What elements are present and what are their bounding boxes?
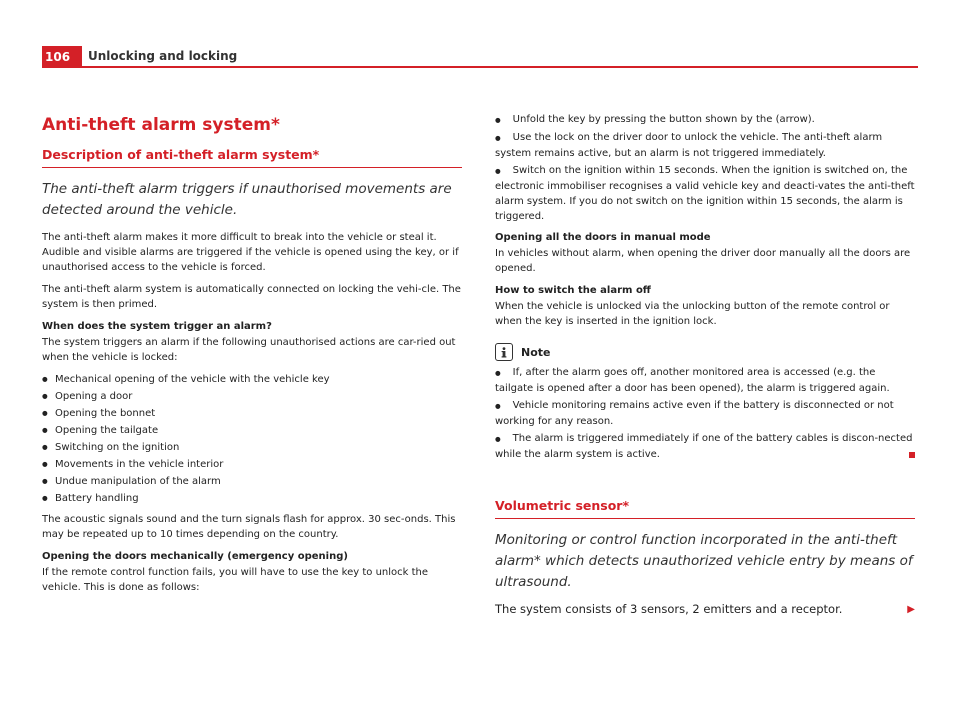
list-item: ● Mechanical opening of the vehicle with the vehicle key xyxy=(42,372,462,387)
paragraph-heading: Opening all the doors in manual mode xyxy=(495,232,711,243)
subsection-title: Description of anti-theft alarm system* xyxy=(42,147,462,168)
page-number: 106 xyxy=(42,46,82,68)
right-column xyxy=(495,112,915,624)
list-item: ● Opening the bonnet xyxy=(42,406,462,421)
paragraph: The anti-theft alarm makes it more difficult to break into the vehicle or steal it. Audible and visible alarms are triggered if the vehicle is opened using the key, or if unauthorised access to the vehicle is forced. xyxy=(42,232,459,273)
section-title: Anti-theft alarm system* xyxy=(42,115,280,135)
list-item: ● Undue manipulation of the alarm xyxy=(42,474,462,489)
trigger-list xyxy=(42,372,462,506)
list-item: ● Unfold the key by pressing the button shown by the (arrow). xyxy=(495,112,915,128)
paragraph: The acoustic signals sound and the turn signals flash for approx. 30 sec-onds. This may be repeated up to 10 times depending on the country. xyxy=(42,514,456,540)
steps-list xyxy=(495,112,915,224)
list-item: ● Vehicle monitoring remains active even if the battery is disconnected or not working for any reason. xyxy=(495,398,915,429)
list-item: ● Battery handling xyxy=(42,491,462,506)
list-item: ● Opening a door xyxy=(42,389,462,404)
list-item: ● Opening the tailgate xyxy=(42,423,462,438)
list-item: ● Switching on the ignition xyxy=(42,440,462,455)
page-header xyxy=(42,46,918,68)
intro-text: Monitoring or control function incorporated in the anti-theft alarm* which detects unauthorized vehicle entry by means of ultrasound. xyxy=(495,532,913,590)
header-divider xyxy=(42,66,918,68)
subsection-title: Volumetric sensor* xyxy=(495,498,915,519)
info-icon xyxy=(495,343,513,361)
list-item: ● Switch on the ignition within 15 seconds. When the ignition is switched on, the electronic immobiliser recognises a valid vehicle key and deacti-vates the anti-theft alarm system. If you do not switch on the ignition within 15 seconds, the alarm is triggered. xyxy=(495,163,915,224)
section-end-icon xyxy=(909,452,915,458)
paragraph: The anti-theft alarm system is automatically connected on locking the vehi-cle. The system is then primed. xyxy=(42,284,461,310)
paragraph-heading: Opening the doors mechanically (emergency opening) xyxy=(42,551,348,562)
left-column xyxy=(42,112,462,602)
list-item: ● Use the lock on the driver door to unlock the vehicle. The anti-theft alarm system remains active, but an alarm is not triggered immediately. xyxy=(495,130,915,161)
list-item: ● Movements in the vehicle interior xyxy=(42,457,462,472)
paragraph: In vehicles without alarm, when opening the driver door manually all the doors are opened. xyxy=(495,248,911,274)
paragraph-heading: How to switch the alarm off xyxy=(495,285,651,296)
paragraph xyxy=(495,602,915,617)
note-header xyxy=(495,343,915,361)
paragraph: If the remote control function fails, you will have to use the key to unlock the vehicle. This is done as follows: xyxy=(42,567,429,593)
chapter-title: Unlocking and locking xyxy=(88,49,238,63)
note-list xyxy=(495,365,915,462)
paragraph: When the vehicle is unlocked via the unlocking button of the remote control or when the key is inserted in the ignition lock. xyxy=(495,301,890,327)
continue-arrow-icon: ▶ xyxy=(907,604,915,615)
paragraph: The system triggers an alarm if the following unauthorised actions are car-ried out when the vehicle is locked: xyxy=(42,337,456,363)
paragraph-text: The system consists of 3 sensors, 2 emitters and a receptor. xyxy=(495,602,843,616)
list-item xyxy=(495,431,915,462)
note-text: The alarm is triggered immediately if one of the battery cables is discon-nected while the alarm system is active. xyxy=(495,433,913,460)
note-label: Note xyxy=(521,345,551,359)
paragraph-heading: When does the system trigger an alarm? xyxy=(42,321,272,332)
list-item: ● If, after the alarm goes off, another monitored area is accessed (e.g. the tailgate is opened after a door has been opened), the alarm is triggered again. xyxy=(495,365,915,396)
intro-text: The anti-theft alarm triggers if unauthorised movements are detected around the vehicle. xyxy=(42,181,452,218)
